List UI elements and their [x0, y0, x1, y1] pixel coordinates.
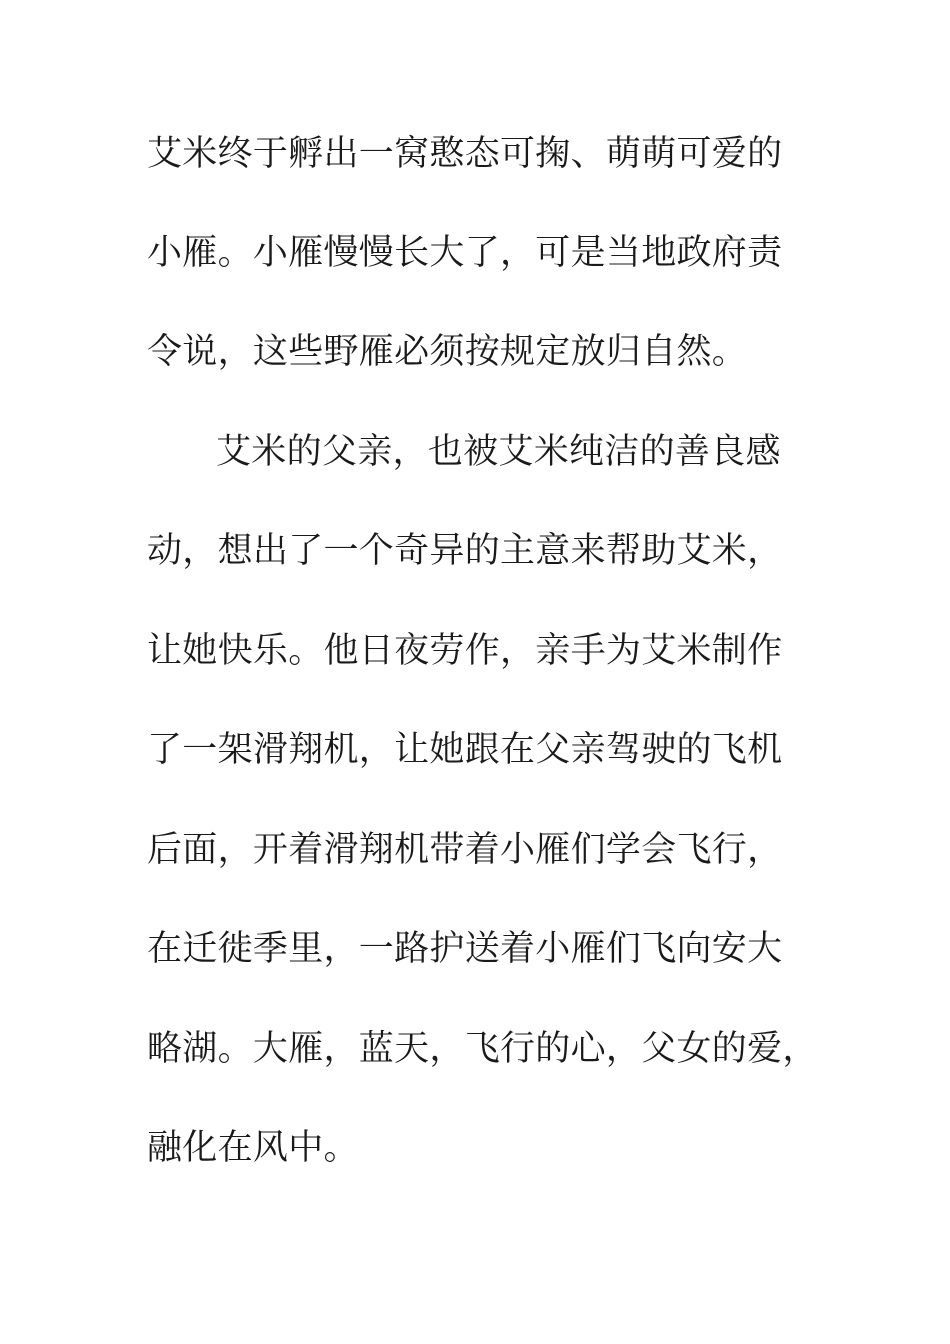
text-line: 后面，开着滑翔机带着小雁们学会飞行， [147, 830, 783, 870]
text-line: 动，想出了一个奇异的主意来帮助艾米， [147, 531, 783, 571]
text-line: 令说，这些野雁必须按规定放归自然。 [147, 332, 748, 372]
text-line: 融化在风中。 [147, 1128, 359, 1168]
text-line: 了一架滑翔机，让她跟在父亲驾驶的飞机 [147, 730, 783, 770]
text-line: 让她快乐。他日夜劳作，亲手为艾米制作 [147, 631, 783, 671]
paragraph-start-line: 艾米的父亲，也被艾米纯洁的善良感 [216, 432, 781, 472]
text-line: 小雁。小雁慢慢长大了，可是当地政府责 [147, 233, 783, 273]
text-line: 略湖。大雁，蓝天，飞行的心，父女的爱， [147, 1029, 818, 1069]
text-line: 艾米终于孵出一窝憨态可掬、萌萌可爱的 [147, 134, 783, 174]
text-line: 在迁徙季里，一路护送着小雁们飞向安大 [147, 929, 783, 969]
